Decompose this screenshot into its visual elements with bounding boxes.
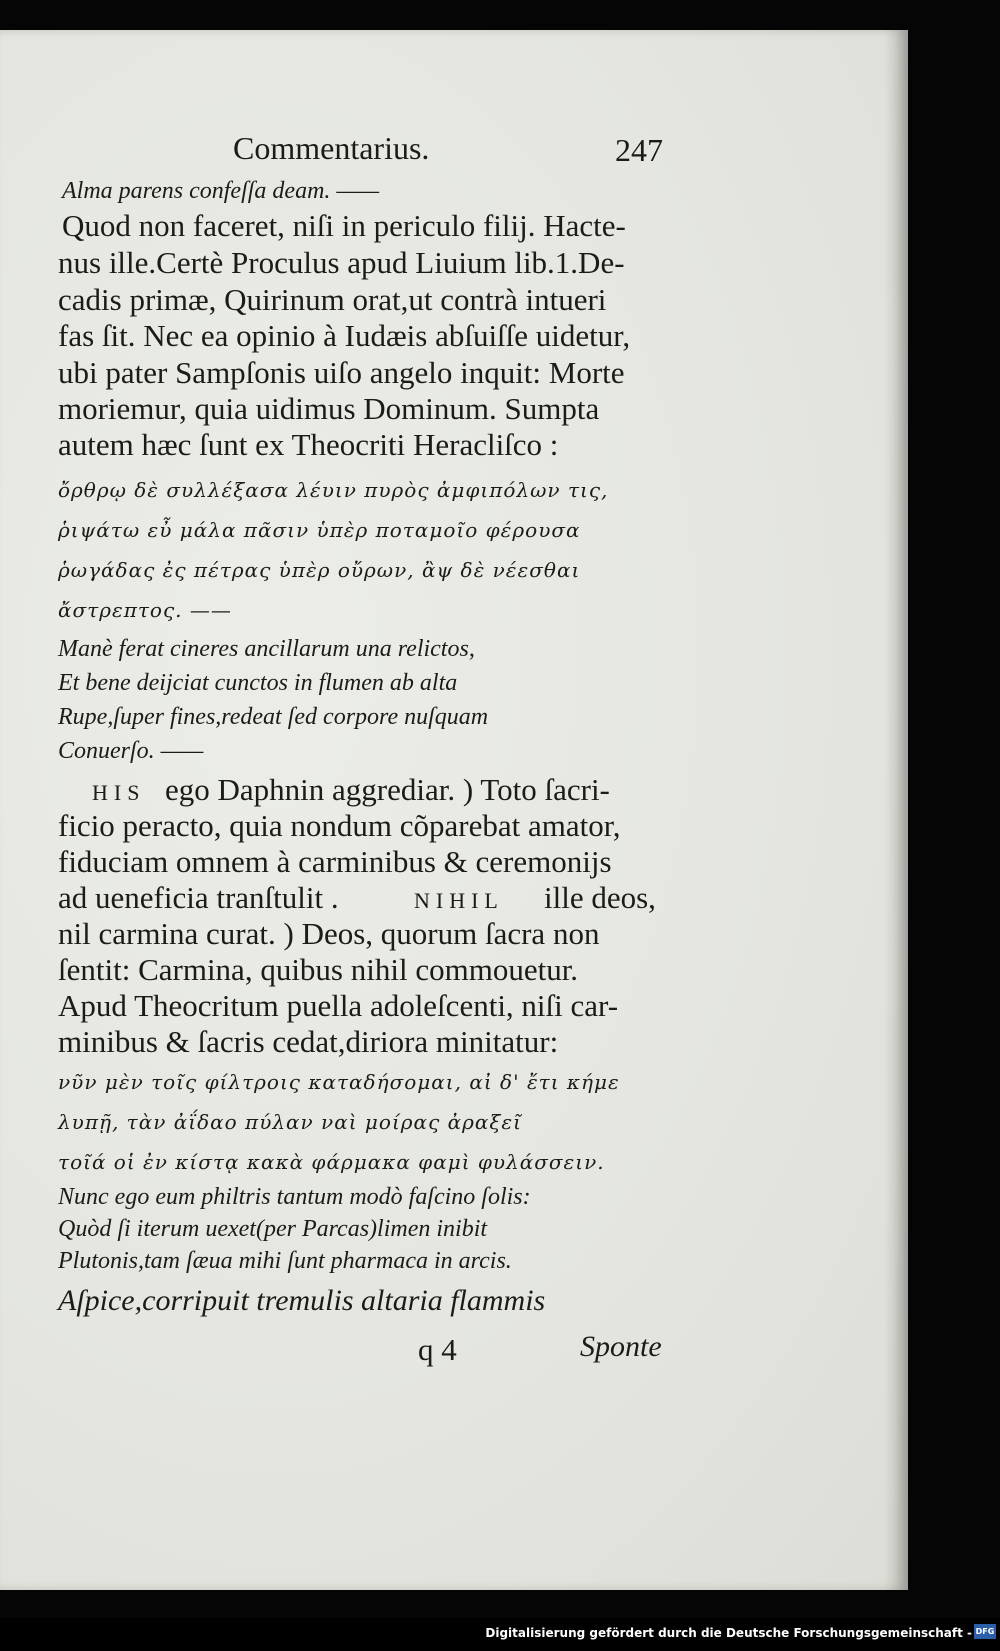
- text-line: nil carmina curat. ) Deos, quorum ſacra non: [58, 916, 600, 951]
- verse-line-large: Aſpice,corripuit tremulis altaria flammis: [58, 1284, 546, 1317]
- lemma-small-caps: HIS: [92, 780, 146, 805]
- verse-line: Rupe,ſuper fines,redeat ſed corpore nuſquam: [58, 704, 489, 730]
- text-line: ſentit: Carmina, quibus nihil commouetur.: [58, 952, 579, 987]
- verse-line: Quòd ſi iterum uexet(per Parcas)limen inibit: [58, 1216, 488, 1242]
- dfg-logo: DFG: [974, 1624, 996, 1639]
- footer-bar: [0, 1618, 1000, 1651]
- lemma-small-caps: NIHIL: [414, 888, 504, 913]
- verse-line: Conuerſo. ——: [58, 738, 204, 764]
- greek-verse-line: λυπῇ, τὰν ἀΐδαο πύλαν ναὶ μοίρας ἀραξεῖ: [58, 1110, 522, 1134]
- text-line: Quod non faceret, niſi in periculo filij. Hacte-: [62, 208, 626, 243]
- text-line: fas ſit. Nec ea opinio à Iudæis abſuiſſe uidetur,: [58, 318, 631, 353]
- verse-line: Et bene deijciat cunctos in flumen ab alta: [58, 670, 458, 696]
- text-line: fiduciam omnem à carminibus & ceremonijs: [58, 844, 612, 879]
- greek-verse-line: ὄρθρῳ δὲ συλλέξασα λέυιν πυρὸς ἀμφιπόλων τις,: [58, 478, 609, 502]
- signature-mark: q 4: [418, 1332, 457, 1367]
- text-line: ficio peracto, quia nondum cõparebat amator,: [58, 808, 621, 843]
- greek-verse-line: τοῖά οἱ ἐν κίστᾳ κακὰ φάρμακα φαμὶ φυλάσσειν.: [58, 1150, 605, 1174]
- verse-line: Nunc ego eum philtris tantum modò faſcino ſolis:: [58, 1184, 531, 1210]
- catchword: Sponte: [580, 1330, 662, 1363]
- text-line: ubi pater Sampſonis uiſo angelo inquit: Morte: [58, 355, 625, 390]
- text-line: nus ille.Certè Proculus apud Liuium lib.1.De-: [58, 245, 625, 280]
- verse-line: Alma parens confeſſa deam. ——: [62, 178, 380, 204]
- verse-line: Manè ferat cineres ancillarum una relictos,: [58, 636, 475, 662]
- text-line: minibus & ſacris cedat,diriora minitatur:: [58, 1024, 559, 1059]
- greek-verse-line: ῥωγάδας ἐς πέτρας ὑπὲρ οὔρων, ἂψ δὲ νέεσθαι: [58, 558, 581, 582]
- text-line: autem hæc ſunt ex Theocriti Heracliſco :: [58, 427, 559, 462]
- greek-verse-line: ῥιψάτω εὖ μάλα πᾶσιν ὑπὲρ ποταμοῖο φέρουσα: [58, 518, 581, 542]
- text-line: cadis primæ, Quirinum orat,ut contrà intueri: [58, 282, 607, 317]
- text-line: moriemur, quia uidimus Dominum. Sumpta: [58, 391, 600, 426]
- greek-verse-line: νῦν μὲν τοῖς φίλτροις καταδήσομαι, αἰ δ' ἔτι κήμε: [58, 1070, 620, 1094]
- text-line: ego Daphnin aggrediar. ) Toto ſacri-: [165, 772, 610, 807]
- verse-line: Plutonis,tam ſæua mihi ſunt pharmaca in arcis.: [58, 1248, 512, 1274]
- text-line: Apud Theocritum puella adoleſcenti, niſi car-: [58, 988, 619, 1023]
- funding-credit: Digitalisierung gefördert durch die Deutsche Forschungsgemeinschaft -: [485, 1626, 972, 1640]
- page-number: 247: [615, 132, 663, 168]
- greek-verse-line: ἄστρεπτος. ——: [58, 598, 232, 622]
- text-line: ille deos,: [544, 880, 656, 915]
- running-head: Commentarius.: [233, 130, 430, 166]
- text-line: ad ueneficia tranſtulit .: [58, 880, 339, 915]
- page-edge-shadow: [884, 30, 908, 1590]
